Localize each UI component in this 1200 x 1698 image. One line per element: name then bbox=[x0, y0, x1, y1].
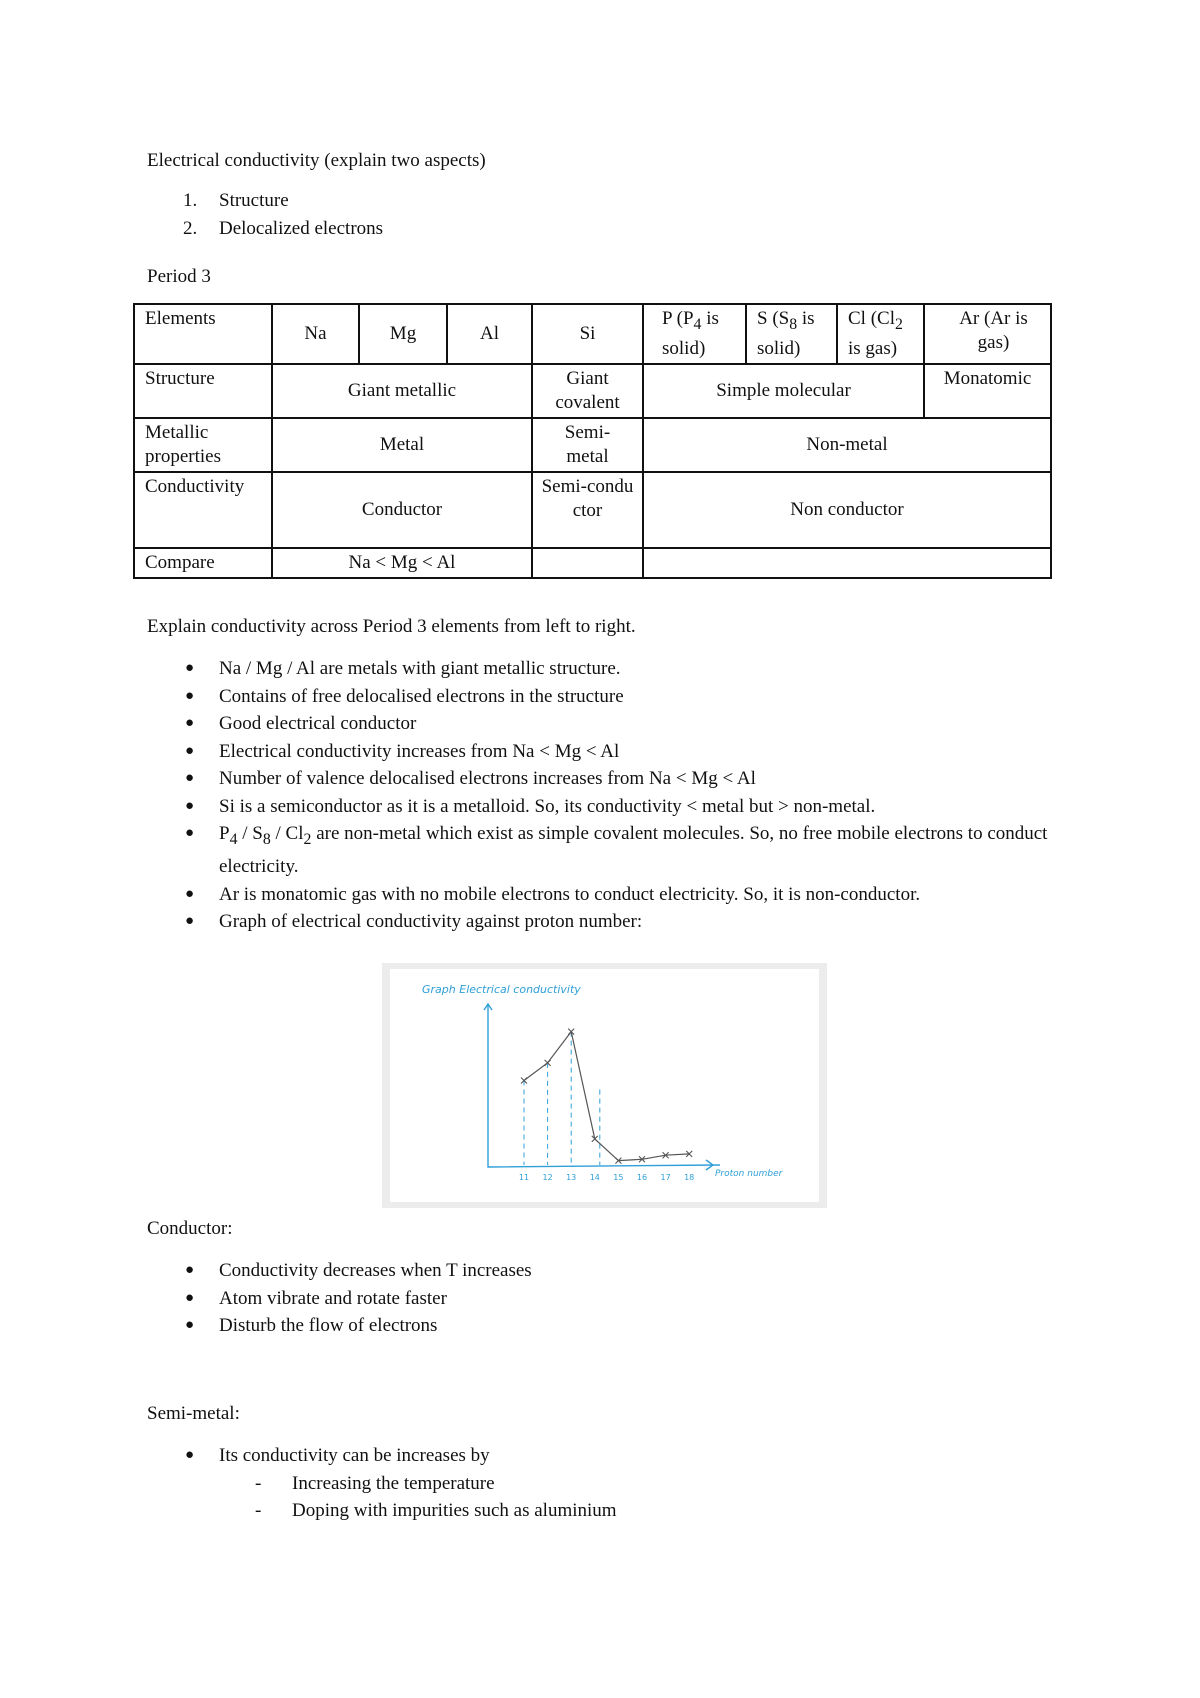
table-row bbox=[134, 418, 1051, 472]
row-header-structure: Structure bbox=[134, 364, 272, 418]
conductor-heading: Conductor: bbox=[147, 1218, 233, 1239]
cell-structure-ar: Monatomic bbox=[924, 364, 1051, 418]
table-row bbox=[134, 304, 1051, 364]
bullet-icon: ● bbox=[185, 660, 195, 676]
list-item: ● Atom vibrate and rotate faster bbox=[147, 1285, 532, 1313]
table-row bbox=[134, 548, 1051, 578]
list-item: ● Conductivity decreases when T increases bbox=[147, 1257, 532, 1285]
cell-structure-molecular: Simple molecular bbox=[643, 364, 924, 418]
list-item: ● Na / Mg / Al are metals with giant metallic structure. bbox=[147, 655, 1067, 683]
bullet-icon: ● bbox=[185, 770, 195, 786]
cell-conductivity-metals: Conductor bbox=[272, 472, 532, 548]
x-tick-label: 14 bbox=[589, 1173, 600, 1182]
row-header-metallic: Metallic properties bbox=[134, 418, 272, 472]
row-header-elements: Elements bbox=[134, 304, 272, 364]
cell-compare-metals: Na < Mg < Al bbox=[272, 548, 532, 578]
cell-na: Na bbox=[272, 304, 359, 364]
explain-heading: Explain conductivity across Period 3 elements from left to right. bbox=[147, 616, 636, 637]
cell-metallic-si: Semi-metal bbox=[532, 418, 643, 472]
list-sub-item: - Doping with impurities such as aluminium bbox=[255, 1500, 617, 1521]
cell-ar: Ar (Ar is gas) bbox=[924, 304, 1051, 364]
bullet-icon: ● bbox=[185, 825, 195, 841]
explain-list bbox=[147, 655, 1067, 936]
list-item: ● Electrical conductivity increases from Na < Mg < Al bbox=[147, 738, 1067, 766]
conductor-list bbox=[147, 1257, 532, 1340]
cell-s: S ($S_8$ is solid) bbox=[746, 304, 837, 364]
cell-conductivity-nonmetals: Non conductor bbox=[643, 472, 1051, 548]
list-item: ● Good electrical conductor bbox=[147, 710, 1067, 738]
bullet-icon: ● bbox=[185, 1262, 195, 1278]
x-tick-label: 11 bbox=[518, 1173, 530, 1182]
graph-x-axis-label: Proton number bbox=[715, 1169, 783, 1179]
period-label: Period 3 bbox=[147, 266, 211, 287]
heading-conductivity: Electrical conductivity (explain two aspects) bbox=[147, 150, 486, 171]
x-tick-label: 12 bbox=[542, 1173, 553, 1182]
row-header-conductivity: Conductivity bbox=[134, 472, 272, 548]
cell-structure-si: Giant covalent bbox=[532, 364, 643, 418]
aspects-list bbox=[147, 187, 383, 242]
cell-al: Al bbox=[447, 304, 532, 364]
x-tick-label: 16 bbox=[636, 1173, 648, 1182]
list-item: ● Contains of free delocalised electrons in the structure bbox=[147, 683, 1067, 711]
series-line bbox=[524, 1032, 689, 1161]
list-item: 2. Delocalized electrons bbox=[183, 217, 384, 239]
semimetal-heading: Semi-metal: bbox=[147, 1403, 240, 1424]
graph-axis-line bbox=[488, 1004, 720, 1167]
bullet-icon: ● bbox=[185, 797, 195, 814]
bullet-icon: ● bbox=[185, 1447, 195, 1463]
bullet-icon: ● bbox=[185, 1289, 195, 1306]
cell-compare-si bbox=[532, 548, 643, 578]
list-item: ● Si is a semiconductor as it is a metalloid. So, its conductivity < metal but > non-metal. bbox=[147, 793, 1067, 821]
conductivity-graph bbox=[390, 969, 819, 1202]
bullet-icon: ● bbox=[185, 715, 195, 731]
list-item: ● Number of valence delocalised electrons increases from Na < Mg < Al bbox=[147, 765, 1067, 793]
row-header-compare: Compare bbox=[134, 548, 272, 578]
list-item: 1. Structure bbox=[183, 190, 289, 211]
semimetal-list bbox=[147, 1442, 617, 1525]
list-item: ● Ar is monatomic gas with no mobile electrons to conduct electricity. So, it is non-conductor. bbox=[147, 881, 1067, 909]
cell-conductivity-si: Semi-conductor bbox=[532, 472, 643, 548]
cell-mg: Mg bbox=[359, 304, 447, 364]
list-item: ● Disturb the flow of electrons bbox=[147, 1312, 532, 1340]
graph-series bbox=[521, 1029, 692, 1164]
graph-title: Graph Electrical conductivity bbox=[422, 983, 581, 996]
bullet-icon: ● bbox=[185, 742, 195, 759]
table-row bbox=[134, 364, 1051, 418]
list-item: ● $P_4 / S_8 / Cl_2$ are non-metal which exist as simple covalent molecules. So, no free mobile electrons to conduct electricity. bbox=[147, 820, 1067, 881]
x-tick-label: 18 bbox=[684, 1173, 695, 1182]
cell-structure-metals: Giant metallic bbox=[272, 364, 532, 418]
conductivity-graph-image bbox=[382, 963, 827, 1208]
list-item: ● Graph of electrical conductivity against proton number: bbox=[147, 908, 1067, 936]
x-tick-label: 15 bbox=[613, 1173, 624, 1182]
graph-x-ticks bbox=[519, 1173, 694, 1182]
cell-metallic-nonmetals: Non-metal bbox=[643, 418, 1051, 472]
cell-p: P ($P_4$ is solid) bbox=[643, 304, 746, 364]
period3-table bbox=[133, 303, 1052, 579]
list-sub-item: - Increasing the temperature bbox=[255, 1472, 495, 1494]
table-row bbox=[134, 472, 1051, 548]
bullet-icon: ● bbox=[185, 913, 195, 930]
cell-compare-nonmetals bbox=[643, 548, 1051, 578]
x-tick-label: 17 bbox=[660, 1173, 671, 1182]
cell-si: Si bbox=[532, 304, 643, 364]
cell-metallic-metals: Metal bbox=[272, 418, 532, 472]
bullet-icon: ● bbox=[185, 687, 195, 704]
cell-cl: Cl ($Cl_2$ is gas) bbox=[837, 304, 924, 364]
bullet-icon: ● bbox=[185, 1317, 195, 1333]
x-tick-label: 13 bbox=[566, 1173, 577, 1182]
list-item: ● Its conductivity can be increases by bbox=[147, 1442, 617, 1470]
bullet-icon: ● bbox=[185, 885, 195, 902]
graph-guides bbox=[524, 1032, 600, 1165]
